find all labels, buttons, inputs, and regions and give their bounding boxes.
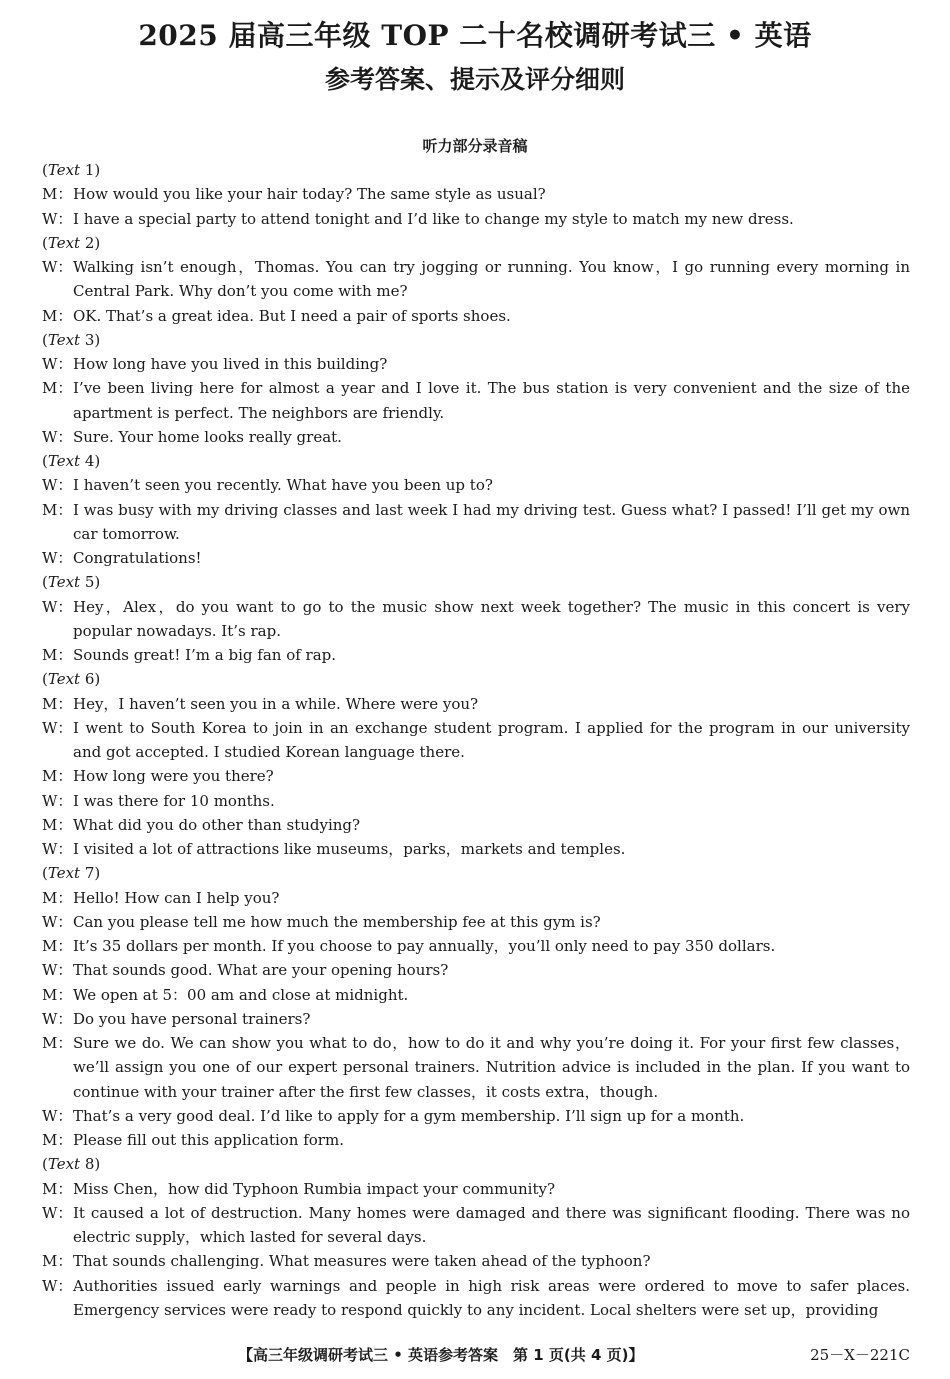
dialog-line	[42, 958, 910, 982]
text-label	[42, 861, 910, 885]
utterance: Do you have personal trainers?	[73, 1009, 311, 1028]
speaker: M：	[42, 185, 73, 204]
text-label	[42, 570, 910, 594]
utterance: How long have you lived in this building?	[73, 355, 388, 373]
page-title: 2025 届高三年级 TOP 二十名校调研考试三 • 英语	[138, 19, 812, 52]
speaker: M：	[42, 1252, 73, 1271]
text-label	[42, 328, 910, 352]
speaker: W：	[42, 355, 73, 373]
dialog-line	[42, 910, 910, 934]
speaker: W：	[42, 258, 73, 276]
dialog-line	[42, 473, 910, 497]
text-label	[42, 231, 910, 255]
speaker: W：	[42, 912, 73, 931]
dialog-line	[42, 352, 910, 376]
utterance: Hey，Alex，do you want to go to the music show next week together? The music in this concert is very popular nowadays. It’s rap.	[73, 597, 910, 640]
text-label-open: (	[42, 1155, 48, 1174]
speaker: M：	[42, 306, 73, 325]
speaker: W：	[42, 791, 73, 810]
utterance: It’s 35 dollars per month. If you choose to pay annually，you’ll only need to pay 350 dollars.	[73, 937, 776, 955]
text-label	[42, 1152, 910, 1176]
speaker: W：	[42, 549, 73, 567]
utterance: I was there for 10 months.	[73, 791, 275, 810]
utterance: That sounds good. What are your opening hours?	[73, 961, 449, 980]
speaker: M：	[42, 767, 73, 786]
utterance: We open at 5：00 am and close at midnight.	[73, 985, 409, 1004]
speaker: W：	[42, 1009, 73, 1028]
dialog-line	[42, 498, 910, 547]
text-label-open: (	[42, 573, 48, 592]
text-label-number: 2)	[80, 233, 101, 252]
dialog-line	[42, 1007, 910, 1031]
text-label-word: Text	[47, 233, 81, 252]
dialog-line	[42, 934, 910, 958]
text-label-open: (	[42, 670, 48, 689]
dialog-line	[42, 376, 910, 425]
speaker: M：	[42, 1131, 73, 1149]
text-label-word: Text	[47, 330, 81, 349]
speaker: M：	[42, 888, 73, 907]
dialog-line	[42, 546, 910, 570]
utterance: I haven’t seen you recently. What have you been up to?	[73, 476, 493, 495]
text-label	[42, 449, 910, 473]
utterance: I went to South Korea to join in an exchange student program. I applied for the program in our university and got accepted. I studied Korean language there.	[73, 718, 910, 761]
utterance: Please fill out this application form.	[73, 1131, 344, 1149]
dialog-line	[42, 716, 910, 765]
dialog-line	[42, 886, 910, 910]
dialog-line	[42, 1249, 910, 1273]
page-subtitle: 参考答案、提示及评分细则	[324, 65, 625, 94]
text-label-word: Text	[47, 1155, 81, 1174]
text-label-number: 3)	[80, 330, 101, 349]
speaker: M：	[42, 694, 73, 713]
text-label-number: 1)	[80, 161, 101, 179]
utterance: I have a special party to attend tonight and I’d like to change my style to match my new dress.	[73, 209, 794, 228]
speaker: M：	[42, 500, 73, 519]
text-label-word: Text	[47, 573, 81, 592]
page-footer	[0, 1343, 950, 1367]
utterance: I was busy with my driving classes and last week I had my driving test. Guess what? I passed! I’ll get my own car tomorrow.	[73, 500, 910, 543]
dialog-line	[42, 595, 910, 644]
utterance: Hey，I haven’t seen you in a while. Where were you?	[73, 694, 479, 713]
utterance: Walking isn’t enough，Thomas. You can try jogging or running. You know，I go running every morning in Central Park. Why don’t you come with me?	[73, 258, 910, 301]
speaker: W：	[42, 1106, 73, 1125]
dialog-line	[42, 1274, 910, 1323]
speaker: M：	[42, 1179, 73, 1198]
transcript	[42, 158, 910, 1322]
utterance: Sounds great! I’m a big fan of rap.	[73, 646, 337, 664]
text-label-number: 8)	[80, 1155, 101, 1174]
speaker: M：	[42, 1034, 73, 1052]
speaker: W：	[42, 718, 73, 737]
dialog-line	[42, 304, 910, 328]
dialog-line	[42, 207, 910, 231]
dialog-line	[42, 789, 910, 813]
text-label	[42, 667, 910, 691]
text-label-open: (	[42, 233, 48, 252]
dialog-line	[42, 182, 910, 206]
dialog-line	[42, 1177, 910, 1201]
text-label-word: Text	[47, 670, 81, 689]
dialog-line	[42, 813, 910, 837]
speaker: W：	[42, 597, 73, 616]
dialog-line	[42, 425, 910, 449]
text-label-open: (	[42, 864, 48, 883]
text-label	[42, 158, 910, 182]
dialog-line	[42, 643, 910, 667]
footer-code: 25－X－221C	[810, 1346, 910, 1364]
utterance: Sure we do. We can show you what to do，how to do it and why you’re doing it. For your first few classes，we’ll assign you one of our expert personal trainers. Nutrition advice is included in the plan. If you want to continue with your trainer after the first few classes，it costs extra，though.	[73, 1034, 910, 1101]
text-label-number: 5)	[80, 573, 101, 592]
utterance: Sure. Your home looks really great.	[73, 427, 342, 446]
text-label-word: Text	[47, 452, 81, 470]
dialog-line	[42, 1104, 910, 1128]
speaker: W：	[42, 427, 73, 446]
dialog-line	[42, 692, 910, 716]
utterance: Can you please tell me how much the membership fee at this gym is?	[73, 912, 601, 931]
speaker: M：	[42, 646, 73, 664]
dialog-line	[42, 837, 910, 861]
text-label-word: Text	[47, 161, 81, 179]
speaker: M：	[42, 985, 73, 1004]
text-label-number: 6)	[80, 670, 101, 689]
utterance: I visited a lot of attractions like museums，parks，markets and temples.	[73, 840, 626, 858]
utterance: Congratulations!	[73, 549, 202, 567]
utterance: Hello! How can I help you?	[73, 888, 280, 907]
text-label-number: 4)	[80, 452, 101, 470]
text-label-word: Text	[47, 864, 81, 883]
utterance: That sounds challenging. What measures were taken ahead of the typhoon?	[73, 1252, 651, 1271]
dialog-line	[42, 255, 910, 304]
text-label-number: 7)	[80, 864, 101, 883]
speaker: W：	[42, 209, 73, 228]
dialog-line	[42, 1128, 910, 1152]
speaker: M：	[42, 815, 73, 834]
utterance: What did you do other than studying?	[73, 815, 361, 834]
dialog-line	[42, 1031, 910, 1104]
speaker: W：	[42, 840, 73, 858]
utterance: OK. That’s a great idea. But I need a pair of sports shoes.	[73, 306, 511, 325]
utterance: I’ve been living here for almost a year and I love it. The bus station is very convenient and the size of the apartment is perfect. The neighbors are friendly.	[73, 379, 910, 422]
dialog-line	[42, 983, 910, 1007]
speaker: W：	[42, 1203, 73, 1222]
speaker: W：	[42, 961, 73, 980]
text-label-open: (	[42, 452, 48, 470]
speaker: M：	[42, 937, 73, 955]
text-label-open: (	[42, 330, 48, 349]
dialog-line	[42, 1201, 910, 1250]
speaker: W：	[42, 1276, 73, 1295]
utterance: It caused a lot of destruction. Many homes were damaged and there was significant flooding. There was no electric supply，which lasted for several days.	[73, 1203, 910, 1246]
footer-page-info: 【高三年级调研考试三 • 英语参考答案 第 1 页(共 4 页)】	[238, 1346, 644, 1364]
utterance: Miss Chen，how did Typhoon Rumbia impact your community?	[73, 1179, 555, 1198]
speaker: M：	[42, 379, 73, 398]
utterance: That’s a very good deal. I’d like to apply for a gym membership. I’ll sign up for a month.	[73, 1106, 745, 1125]
dialog-line	[42, 764, 910, 788]
utterance: Authorities issued early warnings and people in high risk areas were ordered to move to safer places. Emergency services were ready to respond quickly to any incident. Local shelters were set up，providing	[73, 1276, 910, 1319]
section-title: 听力部分录音稿	[422, 137, 528, 155]
text-label-open: (	[42, 161, 48, 179]
utterance: How long were you there?	[73, 767, 274, 786]
utterance: How would you like your hair today? The same style as usual?	[73, 185, 546, 204]
speaker: W：	[42, 476, 73, 495]
